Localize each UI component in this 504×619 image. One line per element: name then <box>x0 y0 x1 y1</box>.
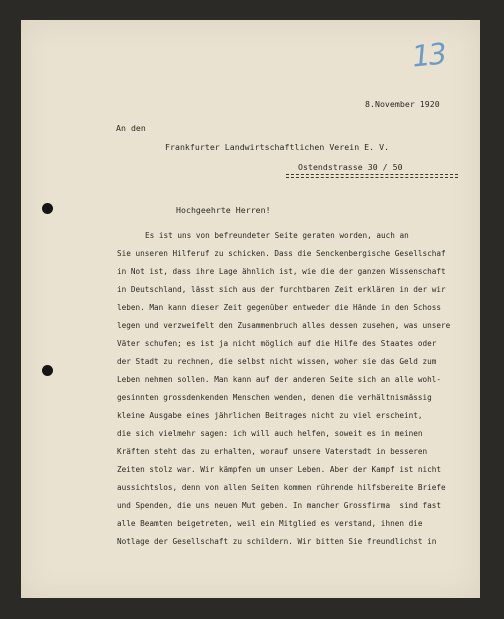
body-line: die sich vielmehr sagen: ich will auch helfen, soweit es in meinen <box>117 429 423 438</box>
body-line: alle Beamten beigetreten, weil ein Mitglied es verstand, ihnen die <box>117 519 423 528</box>
body-line: in Not ist, dass ihre Lage ähnlich ist, wie die der ganzen Wissenschaft <box>117 267 446 276</box>
letter-date: 8.November 1920 <box>365 99 440 109</box>
body-line: leben. Man kann dieser Zeit gegenüber entweder die Hände in den Schoss <box>117 303 441 312</box>
body-line: kleine Ausgabe eines jährlichen Beitrages nicht zu viel erscheint, <box>117 411 423 420</box>
recipient-prefix: An den <box>116 123 146 133</box>
body-line: legen und verzweifelt den Zusammenbruch alles dessen zusehen, was unsere <box>117 321 451 330</box>
body-line: der Stadt zu rechnen, die selbst nicht wissen, woher sie das Geld zum <box>117 357 437 366</box>
body-line: Leben nehmen sollen. Man kann auf der anderen Seite sich an alle wohl- <box>117 375 441 384</box>
body-line: aussichtslos, denn von allen Seiten kommen rührende hilfsbereite Briefe <box>117 483 446 492</box>
body-line: Kräften steht das zu erhalten, worauf unsere Vaterstadt in besseren <box>117 447 428 456</box>
body-line: Zeiten stolz war. Wir kämpfen um unser Leben. Aber der Kampf ist nicht <box>117 465 441 474</box>
street-underline <box>286 174 458 178</box>
body-line: gesinnten grossdenkenden Menschen wenden, denen die verhältnismässig <box>117 393 432 402</box>
body-line: Väter schufen; es ist ja nicht möglich auf die Hilfe des Staates oder <box>117 339 437 348</box>
punch-hole-bottom <box>42 365 53 376</box>
body-line: und Spenden, die uns neuen Mut geben. In mancher Grossfirma sind fast <box>117 501 441 510</box>
body-line: Sie unseren Hilferuf zu schicken. Dass die Senckenbergische Gesellschaf <box>117 249 446 258</box>
body-line: in Deutschland, lässt sich aus der furchtbaren Zeit erklären in der wir <box>117 285 446 294</box>
recipient-street: Ostendstrasse 30 / 50 <box>298 162 403 172</box>
body-line: Es ist uns von befreundeter Seite geraten worden, auch an <box>145 231 409 240</box>
body-line: Notlage der Gesellschaft zu schildern. Wir bitten Sie freundlichst in <box>117 537 437 546</box>
punch-hole-top <box>42 203 53 214</box>
recipient-name: Frankfurter Landwirtschaftlichen Verein E. V. <box>165 142 390 152</box>
page-number: 13 <box>410 36 447 74</box>
greeting: Hochgeehrte Herren! <box>176 205 271 215</box>
